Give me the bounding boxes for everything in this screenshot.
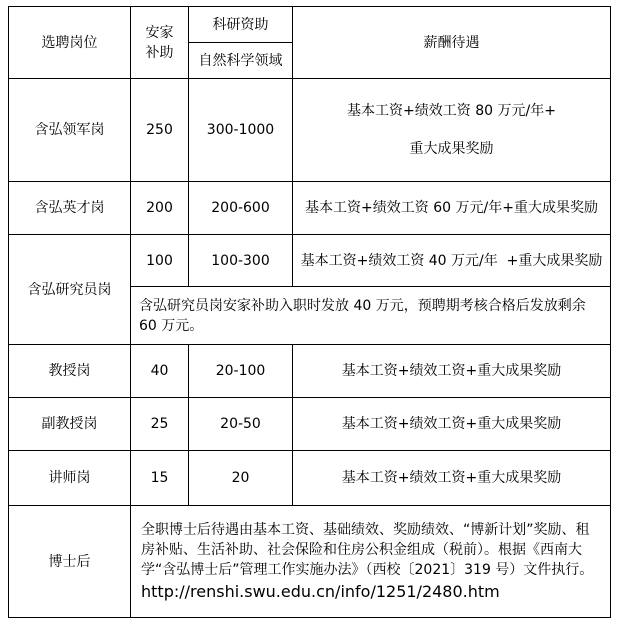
row-position: 副教授岗 <box>9 398 131 451</box>
row-research: 20-50 <box>189 398 293 451</box>
row-position: 教授岗 <box>9 345 131 398</box>
table-row <box>9 451 611 506</box>
row-research: 20 <box>189 451 293 506</box>
row-settle: 100 <box>131 235 189 287</box>
row-salary-line2: 重大成果奖励 <box>409 141 494 157</box>
row-salary-line1: 基本工资+绩效工资 80 万元/年+ <box>347 103 556 119</box>
row-research: 20-100 <box>189 345 293 398</box>
header-research-sub: 自然科学领域 <box>189 43 293 79</box>
header-settle-line2: 补助 <box>145 44 174 61</box>
table-row <box>9 345 611 398</box>
positions-table <box>8 6 611 618</box>
row-research: 100-300 <box>189 235 293 287</box>
postdoc-position: 博士后 <box>9 506 131 618</box>
row-note: 含弘研究员岗安家补助入职时发放 40 万元，预聘期考核合格后发放剩余 60 万元。 <box>131 287 611 345</box>
row-position: 含弘英才岗 <box>9 182 131 235</box>
row-settle: 15 <box>131 451 189 506</box>
row-salary <box>293 79 611 182</box>
header-settle <box>131 7 189 79</box>
header-position: 选聘岗位 <box>9 7 131 79</box>
row-salary: 基本工资+绩效工资+重大成果奖励 <box>293 345 611 398</box>
row-salary: 基本工资+绩效工资+重大成果奖励 <box>293 451 611 506</box>
table-row-postdoc <box>9 506 611 618</box>
postdoc-link[interactable]: http://renshi.swu.edu.cn/info/1251/2480.htm <box>141 581 500 601</box>
row-salary: 基本工资+绩效工资 40 万元/年 +重大成果奖励 <box>293 235 611 287</box>
table-row <box>9 182 611 235</box>
row-position: 含弘研究员岗 <box>9 235 131 345</box>
header-settle-line1: 安家 <box>145 24 174 41</box>
row-position: 含弘领军岗 <box>9 79 131 182</box>
row-settle: 250 <box>131 79 189 182</box>
row-salary: 基本工资+绩效工资+重大成果奖励 <box>293 398 611 451</box>
postdoc-cell <box>131 506 611 618</box>
row-salary: 基本工资+绩效工资 60 万元/年+重大成果奖励 <box>293 182 611 235</box>
row-settle: 40 <box>131 345 189 398</box>
header-research: 科研资助 <box>189 7 293 43</box>
header-salary: 薪酬待遇 <box>293 7 611 79</box>
row-research: 200-600 <box>189 182 293 235</box>
table-row <box>9 79 611 182</box>
table-row <box>9 398 611 451</box>
postdoc-text: 全职博士后待遇由基本工资、基础绩效、奖励绩效、“博新计划”奖励、租房补贴、生活补助、社会保险和住房公积金组成（税前）。根据《西南大学“含弘博士后”管理工作实施办法》（西校〔2021〕319 号）文件执行。 <box>141 521 594 578</box>
table-row <box>9 235 611 287</box>
row-settle: 200 <box>131 182 189 235</box>
row-position: 讲师岗 <box>9 451 131 506</box>
row-settle: 25 <box>131 398 189 451</box>
row-research: 300-1000 <box>189 79 293 182</box>
